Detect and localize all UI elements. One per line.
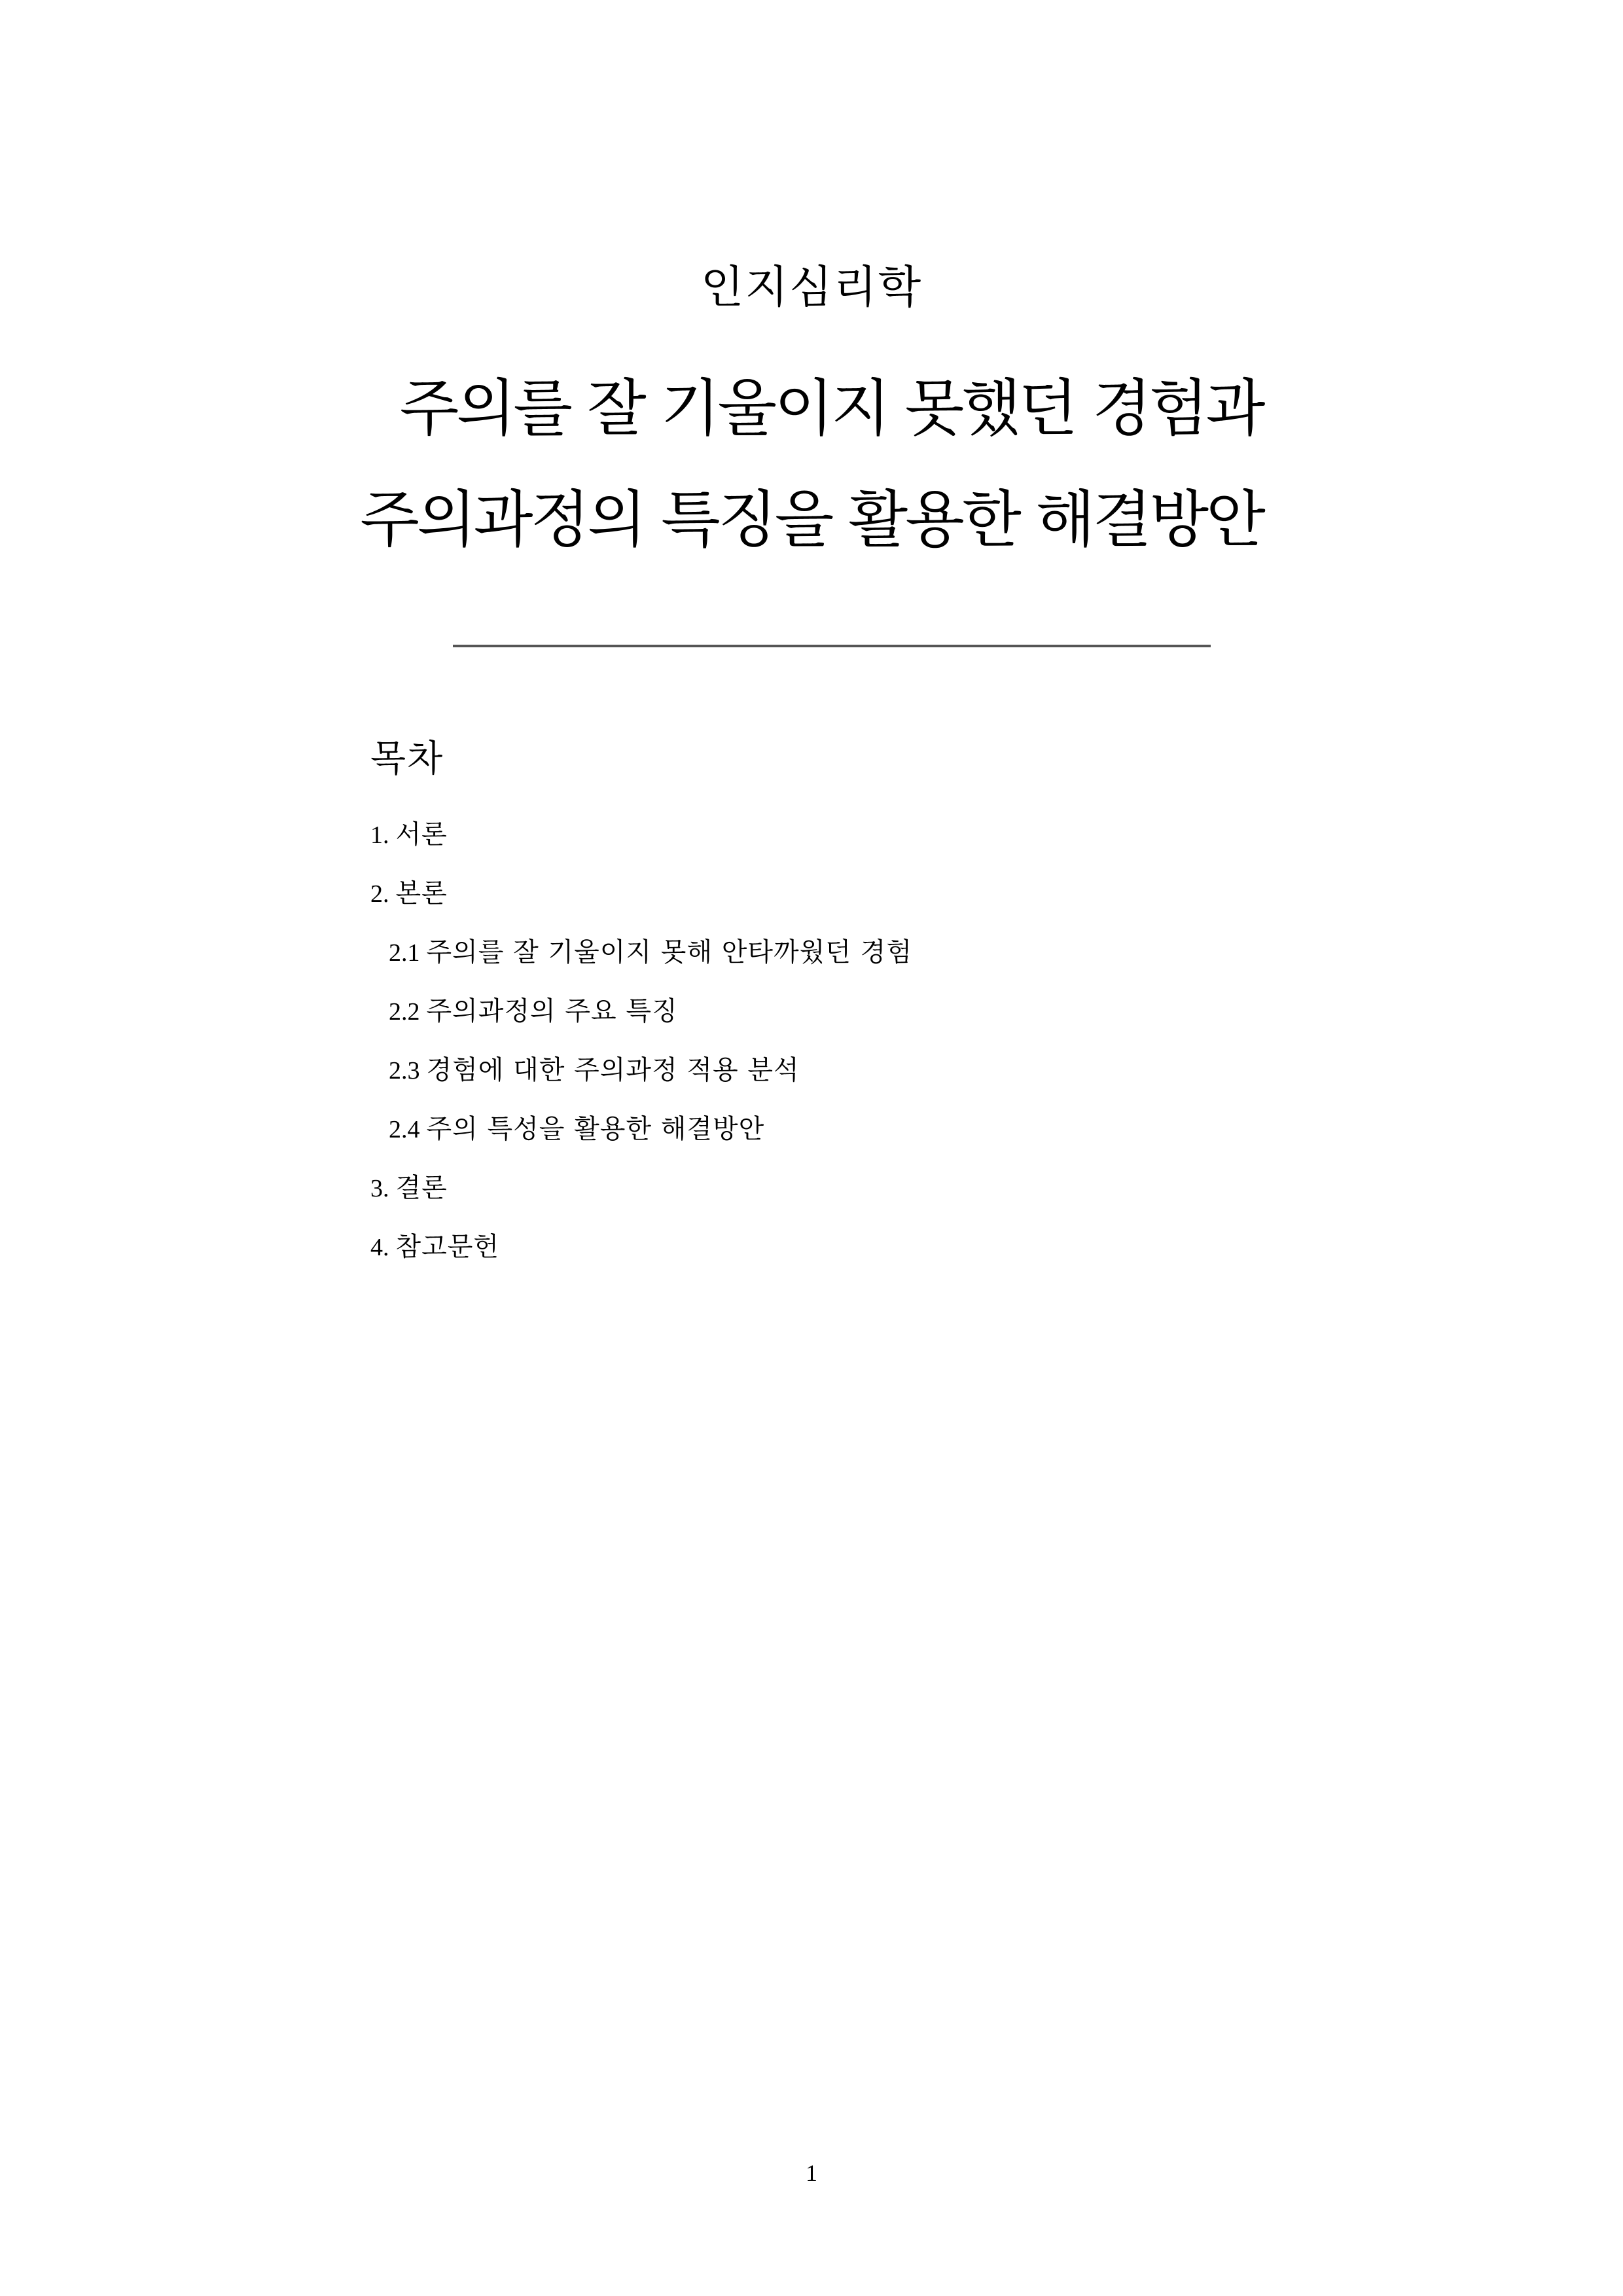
subject-title: 인지심리학 [700, 262, 923, 314]
toc-item-label: 주의과정의 주요 특징 [426, 996, 678, 1026]
toc-item-label: 주의 특성을 활용한 해결방안 [426, 1114, 765, 1144]
toc-item-conclusion [370, 1168, 912, 1227]
toc-item-number: 2.4 [389, 1116, 420, 1143]
toc-item-number: 2.3 [389, 1057, 420, 1085]
toc-item-label: 참고문헌 [395, 1232, 500, 1262]
report-title-line-1: 주의를 잘 기울이지 못했던 경험과 [399, 373, 1263, 444]
toc-item-2-2 [370, 992, 912, 1050]
toc-item-number: 4. [370, 1234, 389, 1261]
toc-item-2-4 [370, 1109, 912, 1168]
toc-item-label: 경험에 대한 주의과정 적용 분석 [426, 1055, 800, 1085]
toc-item-2-1 [370, 933, 912, 992]
toc-item-introduction [370, 815, 912, 874]
table-of-contents [370, 815, 912, 1286]
report-title-line-2: 주의과정의 특징을 활용한 해결방안 [360, 484, 1263, 556]
toc-item-body [370, 874, 912, 933]
toc-item-number: 2.2 [389, 998, 420, 1026]
toc-item-label: 본론 [395, 878, 448, 908]
toc-item-label: 서론 [395, 819, 448, 850]
toc-item-2-3 [370, 1050, 912, 1109]
toc-item-number: 2. [370, 880, 389, 908]
toc-heading: 목차 [370, 738, 444, 780]
page-number: 1 [806, 2160, 817, 2186]
toc-item-references [370, 1227, 912, 1286]
toc-item-number: 1. [370, 821, 389, 849]
toc-item-label: 결론 [395, 1173, 448, 1203]
toc-item-number: 3. [370, 1175, 389, 1202]
toc-item-number: 2.1 [389, 939, 420, 967]
toc-item-label: 주의를 잘 기울이지 못해 안타까웠던 경험 [426, 937, 912, 967]
title-divider [453, 645, 1211, 647]
